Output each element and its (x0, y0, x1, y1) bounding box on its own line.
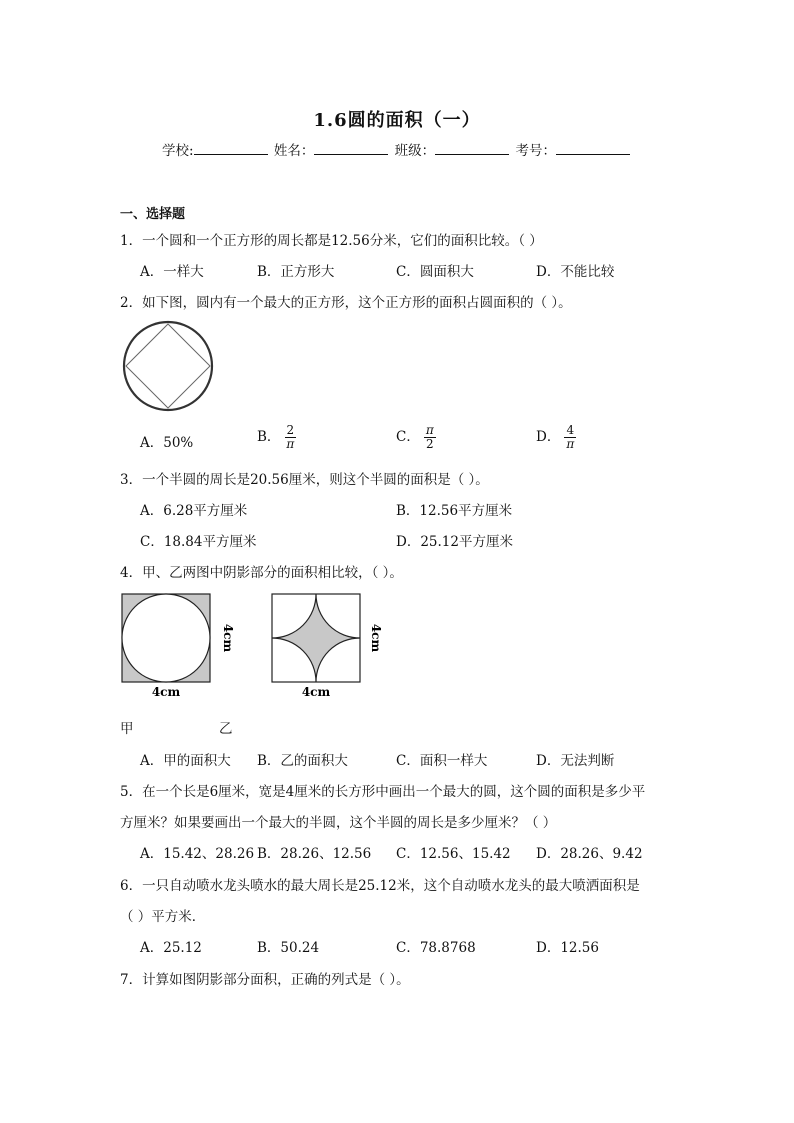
name-blank[interactable] (314, 141, 388, 155)
question-5-line-1: 5．在一个长是6厘米，宽是4厘米的长方形中画出一个最大的圆，这个圆的面积是多少平 (120, 784, 646, 800)
q2-option-b[interactable] (257, 424, 296, 451)
section-heading: 一、选择题 (120, 207, 186, 222)
question-6-line-2: （ ）平方米． (120, 909, 206, 925)
q2-c-prefix: C． (396, 429, 420, 445)
exam-blank[interactable] (556, 141, 630, 155)
jia-circle (122, 594, 210, 682)
circle-square-figure (120, 320, 218, 412)
q3-option-d[interactable]: D．25.12平方厘米 (396, 534, 513, 550)
q1-option-b[interactable]: B．正方形大 (257, 264, 335, 280)
figure-yi (272, 594, 383, 699)
question-6-line-1: 6．一只自动喷水龙头喷水的最大周长是25.12米，这个自动喷水龙头的最大喷洒面积是 (120, 878, 640, 894)
fraction-numerator: 4 (566, 423, 575, 437)
question-3: 3．一个半圆的周长是20.56厘米，则这个半圆的面积是（ ）。 (120, 472, 489, 488)
fraction-denominator: 2 (425, 437, 434, 451)
q2-b-prefix: B． (257, 429, 281, 445)
q2-option-a[interactable]: A．50% (140, 435, 194, 451)
q1-option-a[interactable]: A．一样大 (140, 264, 204, 280)
fraction-2-over-pi (284, 424, 296, 451)
question-2: 2．如下图，圆内有一个最大的正方形，这个正方形的面积占圆面积的（ ）。 (120, 295, 572, 311)
jia-side-label: 4cm (221, 623, 235, 653)
q6-option-b[interactable]: B．50.24 (257, 940, 320, 956)
q6-option-a[interactable]: A．25.12 (140, 940, 202, 956)
q5-option-a[interactable]: A．15.42、28.26 (140, 846, 255, 862)
question-5-line-2: 方厘米？如果要画出一个最大的半圆，这个半圆的周长是多少厘米？（ ） (120, 815, 557, 831)
q2-option-d[interactable] (536, 424, 576, 451)
figure-jia (122, 594, 235, 699)
fraction-numerator: 2 (286, 423, 295, 437)
fraction-numerator: π (425, 423, 434, 437)
exam-label: 考号： (515, 143, 556, 159)
q6-option-d[interactable]: D．12.56 (536, 940, 599, 956)
q6-option-c[interactable]: C．78.8768 (396, 940, 476, 956)
fraction-denominator: π (286, 437, 295, 451)
figure-label-jia: 甲 (120, 721, 134, 737)
fraction-4-over-pi (564, 424, 576, 451)
outer-circle (124, 322, 212, 410)
q3-option-a[interactable]: A．6.28平方厘米 (140, 503, 248, 519)
q1-option-c[interactable]: C．圆面积大 (396, 264, 474, 280)
class-label: 班级： (394, 143, 436, 159)
jia-bottom-label: 4cm (151, 685, 181, 699)
shaded-area-figures (116, 590, 386, 702)
name-label: 姓名： (273, 143, 315, 159)
q5-option-d[interactable]: D．28.26、9.42 (536, 846, 643, 862)
school-blank[interactable] (194, 141, 268, 155)
q2-d-prefix: D． (536, 429, 561, 445)
fraction-denominator: π (566, 437, 575, 451)
q4-option-c[interactable]: C．面积一样大 (396, 753, 488, 769)
question-7: 7．计算如图阴影部分面积，正确的列式是（ ）。 (120, 972, 410, 988)
q4-option-a[interactable]: A．甲的面积大 (140, 753, 231, 769)
q4-option-d[interactable]: D．无法判断 (536, 753, 615, 769)
yi-bottom-label: 4cm (301, 685, 331, 699)
q3-option-b[interactable]: B．12.56平方厘米 (396, 503, 513, 519)
q1-option-d[interactable]: D．不能比较 (536, 264, 615, 280)
fraction-pi-over-2 (424, 424, 436, 451)
q5-option-b[interactable]: B．28.26、12.56 (257, 846, 372, 862)
q4-option-b[interactable]: B．乙的面积大 (257, 753, 348, 769)
question-1: 1．一个圆和一个正方形的周长都是12.56分米，它们的面积比较。（ ） (120, 233, 543, 249)
class-blank[interactable] (435, 141, 509, 155)
question-4: 4．甲、乙两图中阴影部分的面积相比较，（ ）。 (120, 565, 403, 581)
figure-label-yi: 乙 (219, 721, 233, 737)
q5-option-c[interactable]: C．12.56、15.42 (396, 846, 511, 862)
q2-option-c[interactable] (396, 424, 436, 451)
student-info-line (0, 139, 794, 159)
inscribed-square (126, 324, 210, 408)
page-title: 1.6圆的面积（一） (313, 110, 481, 131)
q3-option-c[interactable]: C．18.84平方厘米 (140, 534, 257, 550)
school-label: 学校: (162, 143, 194, 159)
yi-side-label: 4cm (369, 623, 383, 653)
